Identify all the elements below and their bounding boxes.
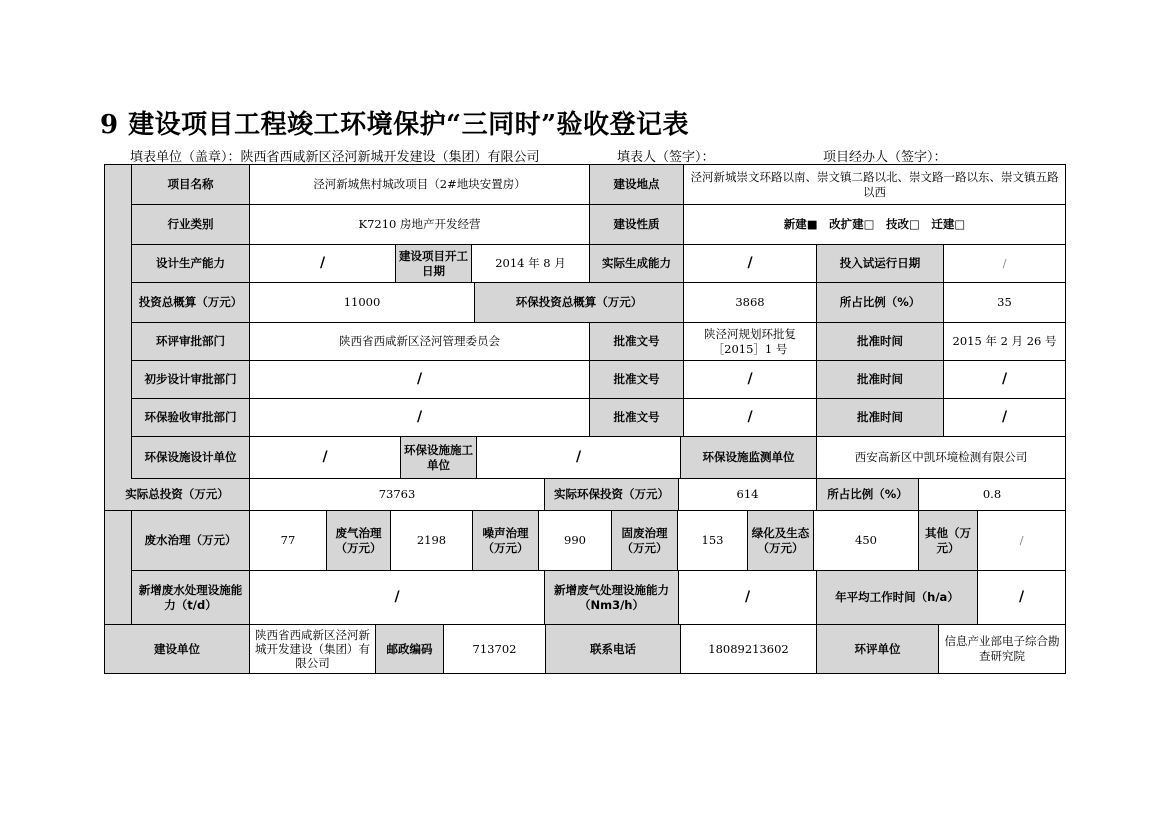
value-actual-total: 73763	[250, 479, 545, 511]
value-builder: 陕西省西咸新区泾河新城开发建设（集团）有限公司	[250, 625, 376, 674]
label-approval-time-3: 批准时间	[817, 399, 944, 437]
label-eia-unit: 环评单位	[817, 625, 939, 674]
label-ratio-actual: 所占比例（%）	[817, 479, 919, 511]
value-construction-unit: /	[477, 437, 681, 479]
value-ratio-budget: 35	[944, 283, 1066, 323]
label-industry: 行业类别	[132, 205, 250, 245]
value-noise: 990	[539, 511, 612, 571]
value-wastewater: 77	[250, 511, 327, 571]
manager-label: 项目经办人（签字）：	[823, 150, 947, 165]
value-actual-env: 614	[679, 479, 817, 511]
value-greening: 450	[814, 511, 919, 571]
value-env-budget: 3868	[684, 283, 817, 323]
value-annual-hours: /	[978, 571, 1066, 625]
label-wastewater: 废水治理（万元）	[132, 511, 250, 571]
label-trial-date: 投入试运行日期	[817, 245, 944, 283]
value-eia-unit: 信息产业部电子综合勘查研究院	[939, 625, 1066, 674]
label-actual-env: 实际环保投资（万元）	[545, 479, 679, 511]
label-approval-no-3: 批准文号	[590, 399, 684, 437]
label-env-budget: 环保投资总概算（万元）	[475, 283, 684, 323]
label-location: 建设地点	[590, 165, 684, 205]
label-phone: 联系电话	[546, 625, 681, 674]
value-project-name: 泾河新城焦村城改项目（2#地块安置房）	[250, 165, 590, 205]
label-design-unit: 环保设施设计单位	[132, 437, 250, 479]
value-location: 泾河新城崇文环路以南、崇文镇二路以北、崇文路一路以东、崇文镇五路以西	[684, 165, 1066, 205]
value-design-unit: /	[250, 437, 401, 479]
value-new-exhaust-capacity: /	[679, 571, 817, 625]
value-total-budget: 11000	[250, 283, 475, 323]
label-total-budget: 投资总概算（万元）	[132, 283, 250, 323]
label-construction-unit: 环保设施施工单位	[401, 437, 477, 479]
value-approval-no-3: /	[684, 399, 817, 437]
label-exhaust: 废气治理（万元）	[327, 511, 391, 571]
page-title: 9 建设项目工程竣工环境保护“三同时”验收登记表	[100, 110, 690, 140]
label-approval-no-1: 批准文号	[590, 323, 684, 361]
value-eia-dept: 陕西省西咸新区泾河管理委员会	[250, 323, 590, 361]
label-annual-hours: 年平均工作时间（h/a）	[817, 571, 978, 625]
value-ratio-actual: 0.8	[919, 479, 1066, 511]
label-postcode: 邮政编码	[376, 625, 444, 674]
label-project-name: 项目名称	[132, 165, 250, 205]
label-eia-dept: 环评审批部门	[132, 323, 250, 361]
label-approval-time-2: 批准时间	[817, 361, 944, 399]
value-phone: 18089213602	[681, 625, 817, 674]
label-new-wastewater-capacity: 新增废水处理设施能力（t/d）	[132, 571, 250, 625]
label-prelim-dept: 初步设计审批部门	[132, 361, 250, 399]
value-approval-no-2: /	[684, 361, 817, 399]
label-greening: 绿化及生态（万元）	[748, 511, 814, 571]
value-acceptance-dept: /	[250, 399, 590, 437]
label-start-date: 建设项目开工日期	[396, 245, 472, 283]
side-stripe	[105, 165, 132, 625]
value-postcode: 713702	[444, 625, 546, 674]
value-approval-time-2: /	[944, 361, 1066, 399]
value-trial-date: /	[944, 245, 1066, 283]
label-approval-time-1: 批准时间	[817, 323, 944, 361]
label-design-capacity: 设计生产能力	[132, 245, 250, 283]
label-monitor-unit: 环保设施监测单位	[681, 437, 817, 479]
value-monitor-unit: 西安高新区中凯环境检测有限公司	[817, 437, 1066, 479]
value-exhaust: 2198	[391, 511, 473, 571]
registration-table	[104, 164, 1066, 674]
label-new-exhaust-capacity: 新增废气处理设施能力（Nm3/h）	[545, 571, 679, 625]
value-approval-no-1: 陕泾河规划环批复［2015］1 号	[684, 323, 817, 361]
value-nature: 新建■ 改扩建□ 技改□ 迁建□	[684, 205, 1066, 245]
value-actual-capacity: /	[684, 245, 817, 283]
value-prelim-dept: /	[250, 361, 590, 399]
label-solid-waste: 固废治理（万元）	[612, 511, 678, 571]
value-approval-time-3: /	[944, 399, 1066, 437]
value-solid-waste: 153	[678, 511, 748, 571]
label-actual-total: 实际总投资（万元）	[105, 479, 250, 511]
label-actual-capacity: 实际生成能力	[590, 245, 684, 283]
label-acceptance-dept: 环保验收审批部门	[132, 399, 250, 437]
fill-unit-label: 填表单位（盖章）：陕西省西咸新区泾河新城开发建设（集团）有限公司	[130, 150, 540, 165]
label-approval-no-2: 批准文号	[590, 361, 684, 399]
value-other: /	[978, 511, 1066, 571]
label-nature: 建设性质	[590, 205, 684, 245]
value-new-wastewater-capacity: /	[250, 571, 545, 625]
label-noise: 噪声治理（万元）	[473, 511, 539, 571]
value-industry: K7210 房地产开发经营	[250, 205, 590, 245]
value-design-capacity: /	[250, 245, 396, 283]
label-builder: 建设单位	[105, 625, 250, 674]
value-approval-time-1: 2015 年 2 月 26 号	[944, 323, 1066, 361]
label-ratio-budget: 所占比例（%）	[817, 283, 944, 323]
value-start-date: 2014 年 8 月	[472, 245, 590, 283]
label-other: 其他（万元）	[919, 511, 978, 571]
filler-label: 填表人（签字）：	[617, 150, 715, 165]
